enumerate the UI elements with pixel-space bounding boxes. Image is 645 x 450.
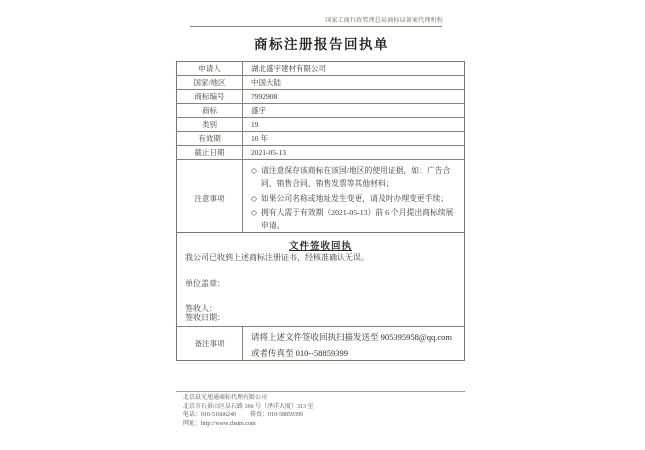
footer-website: 网址：http://www.chstm.com [183, 420, 256, 427]
row-value: 19 [251, 120, 259, 129]
table-row-trademark [177, 104, 464, 118]
row-label: 商标 [177, 104, 243, 117]
footer-divider [176, 391, 465, 392]
row-label: 截止日期 [177, 146, 243, 159]
row-label: 类别 [177, 118, 243, 131]
company-stamp-label: 单位盖章： [185, 279, 225, 288]
footer-phone: 电话：010-51666240 [183, 412, 236, 419]
receipt-section [176, 232, 465, 361]
notice-list [243, 160, 464, 237]
row-label: 国家/地区 [177, 76, 243, 89]
table-row-class [177, 118, 464, 132]
agency-underline [190, 26, 442, 27]
row-value: 10 年 [251, 134, 268, 143]
receipt-section-title: 文件签收回执 [288, 242, 352, 252]
notice-item [251, 193, 456, 206]
agency-footer [183, 394, 467, 428]
table-row-applicant [177, 62, 464, 76]
table-row-country [177, 76, 464, 90]
row-label: 商标编号 [177, 90, 243, 103]
row-value: 中国大陆 [251, 78, 281, 87]
row-label: 备注事项 [177, 327, 243, 360]
remark-line-2: 或者传真至 010--58859399 [251, 348, 349, 358]
agency-registration-line: 国家工商行政管理总局商标局备案代理机构 [325, 18, 443, 24]
document-page [176, 0, 467, 450]
receipt-main-area [177, 233, 464, 326]
footer-fax: 传真：010-58859399 [250, 412, 303, 419]
notice-item-text: 如果公司名称或地址发生变更，请及时办理变更手续； [261, 193, 449, 203]
diamond-bullet-icon: ◇ [251, 208, 257, 218]
sign-date-label: 签收日期： [185, 313, 225, 322]
row-label: 有效期 [177, 132, 243, 145]
row-value: 7992908 [251, 92, 278, 101]
notice-item [251, 207, 456, 233]
page-title: 商标注册报告回执单 [254, 37, 389, 52]
table-row-notice [177, 160, 464, 237]
row-label: 申请人 [177, 62, 243, 75]
footer-address: 北京市石景山区阜石路 166 号（泽洋大厦）313 室 [183, 403, 314, 410]
notice-item-text: 拥有人需于有效期（2021-05-13）前 6 个月提出商标续展申请。 [261, 208, 454, 231]
footer-company-name: 北京晨光旭通商标代理有限公司 [183, 395, 268, 401]
table-row-validity [177, 132, 464, 146]
notice-item [251, 165, 456, 191]
table-row-remark [177, 326, 464, 360]
diamond-bullet-icon: ◇ [251, 193, 257, 203]
trademark-info-table [176, 61, 465, 238]
table-row-expiry-date [177, 146, 464, 160]
footer-contact-line [183, 411, 467, 420]
receipt-confirmation-text: 我公司已收到上述商标注册证书，经核准确认无误。 [185, 253, 369, 262]
notice-item-text: 请注意保存该商标在该国/地区的使用证据，如：广告合同、销售合同、销售发票等其他材料； [261, 166, 451, 188]
diamond-bullet-icon: ◇ [251, 166, 257, 175]
row-value: 盛宇 [251, 106, 266, 115]
row-value: 2021-05-13 [251, 148, 286, 157]
remark-line-1: 请将上述文件签收回执扫描发送至 905395958@qq.com [251, 332, 452, 342]
row-value: 湖北盛宇建材有限公司 [251, 64, 326, 73]
row-label: 注意事项 [177, 160, 243, 237]
signer-label: 签收人： [185, 304, 217, 313]
table-row-trademark-number [177, 90, 464, 104]
remark-text [243, 327, 464, 360]
